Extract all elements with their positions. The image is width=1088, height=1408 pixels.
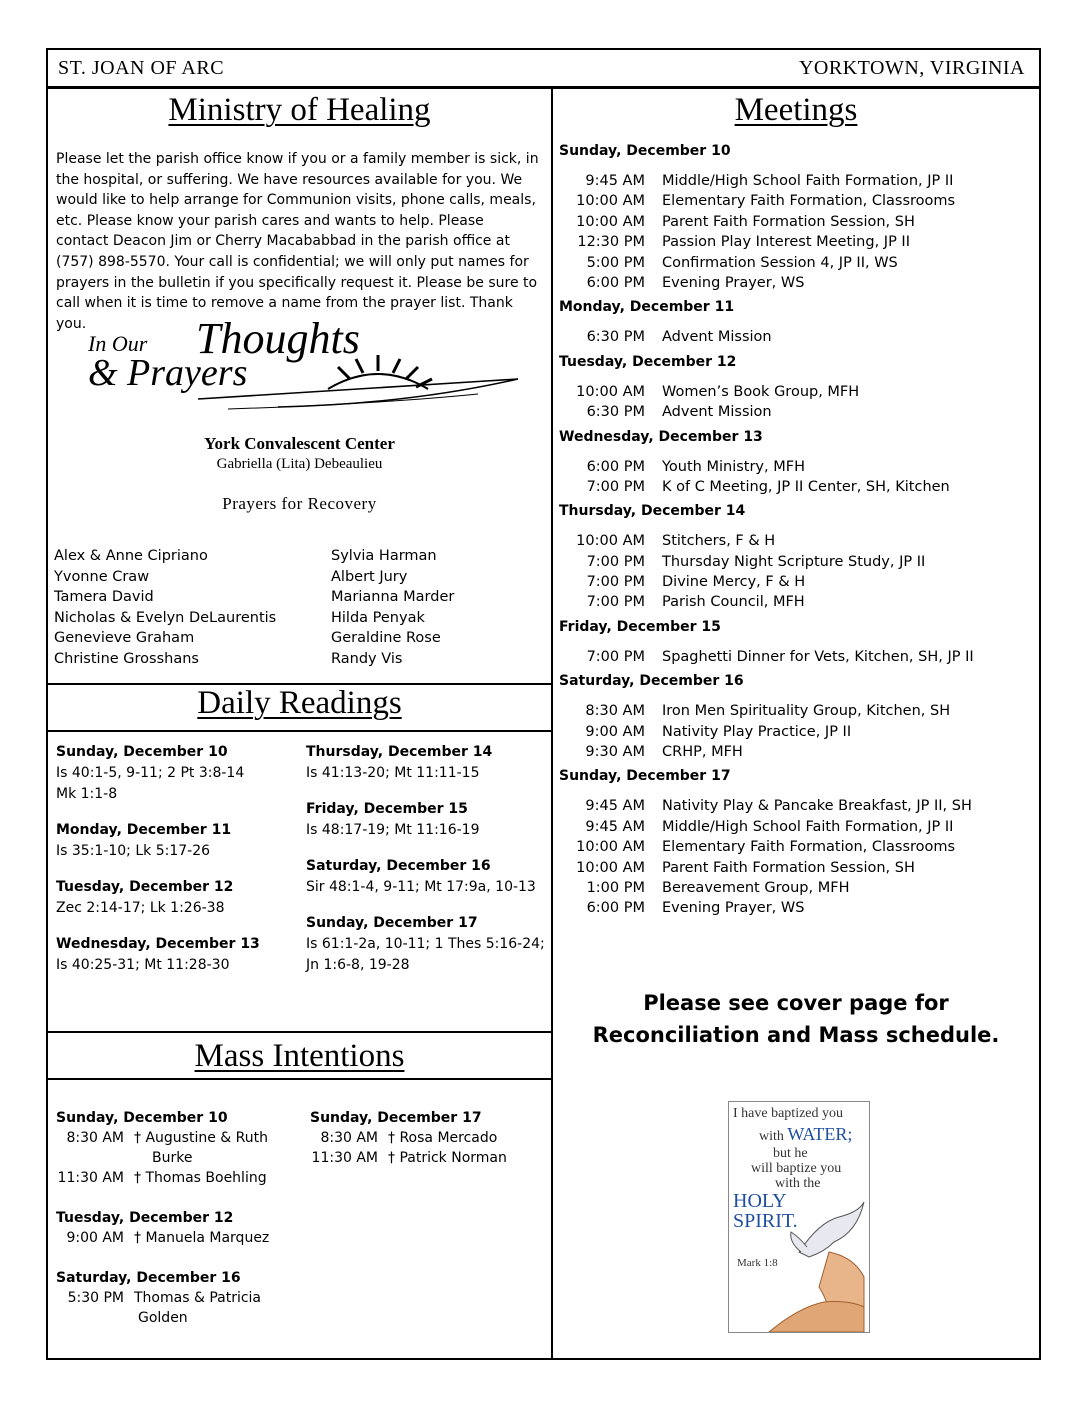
- recovery-name: Alex & Anne Cipriano: [54, 548, 208, 564]
- reading-citation: Mk 1:1-8: [56, 786, 118, 802]
- intention-row: [56, 1228, 306, 1248]
- healing-line: etc. Please know your parish cares and wants to help. Please: [56, 212, 484, 229]
- meeting-row: [559, 552, 1037, 572]
- meeting-time: 6:00 PM: [586, 900, 645, 917]
- readings-box: [46, 730, 553, 1033]
- meeting-row: [559, 171, 1037, 191]
- reading-citation: Is 41:13-20; Mt 11:11-15: [306, 765, 480, 781]
- meeting-row: [559, 878, 1037, 898]
- reading-citation: Is 40:1-5, 9-11; 2 Pt 3:8-14: [56, 765, 245, 781]
- intentions-box: [46, 1078, 553, 1360]
- meeting-time: 8:30 AM: [585, 703, 645, 720]
- intention-day-label: Saturday, December 16: [56, 1270, 241, 1286]
- reading-citation: Zec 2:14-17; Lk 1:26-38: [56, 900, 225, 916]
- reading-citation: Jn 1:6-8, 19-28: [306, 957, 410, 973]
- recovery-name: Genevieve Graham: [54, 630, 195, 647]
- meeting-time: 12:30 PM: [577, 234, 645, 251]
- card-ref: Mark 1:8: [737, 1257, 778, 1269]
- reading-day-group: [306, 856, 551, 898]
- reading-day-label: Tuesday, December 12: [56, 879, 234, 895]
- center-person: Gabriella (Lita) Debeaulieu: [216, 456, 383, 472]
- intention-day-group: [56, 1268, 306, 1328]
- intention-name-cont: Golden: [138, 1310, 188, 1326]
- recovery-name: Yvonne Craw: [54, 568, 150, 585]
- recovery-name: Albert Jury: [331, 568, 408, 585]
- card-line2b: WATER;: [787, 1124, 853, 1144]
- reading-day-label: Sunday, December 17: [306, 915, 478, 931]
- dove-hands-icon: [729, 1102, 869, 1332]
- healing-line: you.: [56, 315, 87, 332]
- meeting-time: 9:45 AM: [585, 818, 645, 835]
- meeting-time: 7:00 PM: [586, 648, 645, 665]
- reading-day-label: Thursday, December 14: [306, 744, 493, 760]
- reading-day-label: Friday, December 15: [306, 801, 468, 817]
- meeting-row: [559, 531, 1037, 551]
- intention-name: † Augustine & Ruth: [134, 1130, 268, 1146]
- meeting-description: Parent Faith Formation Session, SH: [662, 859, 915, 876]
- intention-time: 9:00 AM: [66, 1230, 124, 1246]
- parish-location: YORKTOWN, VIRGINIA: [798, 57, 1025, 79]
- meeting-day-group: [559, 427, 1037, 498]
- meeting-description: Advent Mission: [662, 404, 772, 421]
- intentions-column-left: [56, 1108, 306, 1348]
- logo-in-our: In Our: [88, 331, 148, 356]
- meeting-description: Stitchers, F & H: [662, 533, 776, 550]
- healing-section: [46, 87, 553, 685]
- meeting-row: [559, 457, 1037, 477]
- healing-line: call when it is time to remove a name from the prayer list. Thank: [56, 295, 513, 312]
- recovery-list-right: [331, 546, 454, 670]
- healing-line: (757) 898-5570. Your call is confidential; we will only put names for: [56, 253, 529, 270]
- meeting-time: 6:30 PM: [586, 329, 645, 346]
- recovery-name: Randy Vis: [331, 650, 403, 667]
- meeting-time: 6:00 PM: [586, 458, 645, 475]
- meeting-row: [559, 191, 1037, 211]
- meeting-description: Elementary Faith Formation, Classrooms: [662, 839, 956, 856]
- intention-row-cont: [56, 1308, 306, 1328]
- baptism-card: [728, 1101, 870, 1333]
- meeting-day-label: Tuesday, December 12: [559, 353, 737, 370]
- meeting-row: [559, 817, 1037, 837]
- meeting-description: Bereavement Group, MFH: [662, 879, 850, 896]
- meeting-row: [559, 898, 1037, 918]
- readings-column-right: [306, 742, 551, 991]
- healing-line: the hospital, or suffering. We have resources available for you. We: [56, 171, 523, 188]
- reading-citation: Is 35:1-10; Lk 5:17-26: [56, 843, 211, 859]
- meeting-time: 1:00 PM: [586, 879, 645, 896]
- reading-citation: Is 61:1-2a, 10-11; 1 Thes 5:16-24;: [306, 936, 545, 952]
- meeting-day-label: Sunday, December 10: [559, 143, 731, 159]
- intention-day-label: Sunday, December 10: [56, 1110, 228, 1126]
- meeting-day-group: [559, 617, 1037, 667]
- meeting-description: Thursday Night Scripture Study, JP II: [662, 553, 926, 570]
- intention-day-group: [56, 1208, 306, 1248]
- meeting-description: Nativity Play & Pancake Breakfast, JP II, SH: [662, 798, 972, 815]
- recovery-name: Tamera David: [54, 589, 154, 606]
- intention-time: 8:30 AM: [66, 1130, 124, 1146]
- meeting-day-group: [559, 671, 1037, 762]
- meeting-time: 6:00 PM: [586, 274, 645, 291]
- meeting-description: Passion Play Interest Meeting, JP II: [662, 234, 910, 251]
- reading-day-label: Monday, December 11: [56, 822, 232, 838]
- meeting-description: Youth Ministry, MFH: [662, 458, 805, 475]
- intention-row-cont: [56, 1148, 306, 1168]
- intentions-title: Mass Intentions: [194, 1038, 405, 1074]
- meeting-description: Iron Men Spirituality Group, Kitchen, SH: [662, 703, 951, 720]
- card-line2a: with: [759, 1129, 784, 1144]
- intention-name: † Patrick Norman: [388, 1150, 507, 1166]
- recovery-name: Marianna Marder: [331, 589, 455, 606]
- meetings-title: Meetings: [734, 92, 858, 128]
- meeting-row: [559, 858, 1037, 878]
- parish-name: ST. JOAN OF ARC: [58, 57, 225, 79]
- meeting-row: [559, 592, 1037, 612]
- reading-citation: Is 40:25-31; Mt 11:28-30: [56, 957, 230, 973]
- meeting-description: Women’s Book Group, MFH: [662, 383, 860, 400]
- card-line7: SPIRIT.: [733, 1210, 798, 1232]
- reading-day-group: [56, 877, 296, 919]
- card-line6: HOLY: [733, 1190, 787, 1212]
- intention-time: 11:30 AM: [57, 1170, 124, 1186]
- reading-day-label: Saturday, December 16: [306, 858, 491, 874]
- intention-row: [56, 1288, 306, 1308]
- meeting-row: [559, 722, 1037, 742]
- center-name: York Convalescent Center: [204, 434, 395, 453]
- card-line1: I have baptized you: [733, 1106, 844, 1121]
- meeting-row: [559, 232, 1037, 252]
- meeting-time: 5:00 PM: [586, 254, 645, 271]
- meeting-row: [559, 837, 1037, 857]
- intention-name: Thomas & Patricia: [134, 1290, 262, 1306]
- intention-row: [56, 1168, 306, 1188]
- meeting-description: Evening Prayer, WS: [662, 274, 805, 291]
- schedule-note-line2: Reconciliation and Mass schedule.: [592, 1023, 1000, 1047]
- meeting-description: Elementary Faith Formation, Classrooms: [662, 193, 956, 210]
- reading-day-group: [306, 913, 551, 976]
- meeting-row: [559, 212, 1037, 232]
- intention-day-group: [310, 1108, 550, 1168]
- meeting-time: 10:00 AM: [576, 383, 645, 400]
- meeting-time: 7:00 PM: [586, 478, 645, 495]
- intentions-column-right: [310, 1108, 550, 1188]
- meeting-row: [559, 253, 1037, 273]
- meeting-description: Middle/High School Faith Formation, JP II: [662, 818, 954, 835]
- meeting-time: 10:00 AM: [576, 193, 645, 210]
- thoughts-prayers-logo: [78, 314, 548, 424]
- reading-citation: Is 48:17-19; Mt 11:16-19: [306, 822, 480, 838]
- meeting-day-group: [559, 297, 1037, 347]
- meeting-time: 10:00 AM: [576, 533, 645, 550]
- meeting-row: [559, 273, 1037, 293]
- reading-day-label: Sunday, December 10: [56, 744, 228, 760]
- meeting-time: 9:45 AM: [585, 173, 645, 189]
- recovery-name: Geraldine Rose: [331, 630, 441, 647]
- meeting-day-label: Saturday, December 16: [559, 673, 744, 690]
- schedule-note-line1: Please see cover page for: [643, 991, 949, 1015]
- meeting-time: 9:45 AM: [585, 798, 645, 815]
- meeting-row: [559, 796, 1037, 816]
- intention-time: 8:30 AM: [320, 1130, 378, 1146]
- intention-day-group: [56, 1108, 306, 1188]
- readings-title: Daily Readings: [197, 685, 402, 721]
- intention-name-cont: Burke: [152, 1150, 193, 1166]
- recovery-name: Nicholas & Evelyn DeLaurentis: [54, 609, 277, 626]
- intentions-section: [46, 1033, 553, 1080]
- readings-column-left: [56, 742, 296, 991]
- healing-title: Ministry of Healing: [168, 92, 431, 128]
- bulletin-header: [46, 48, 1041, 88]
- card-line4: will baptize you: [751, 1161, 842, 1176]
- meeting-description: Spaghetti Dinner for Vets, Kitchen, SH, JP II: [662, 648, 974, 665]
- meeting-time: 10:00 AM: [576, 859, 645, 876]
- meeting-row: [559, 647, 1037, 667]
- meeting-time: 10:00 AM: [576, 213, 645, 230]
- meeting-row: [559, 327, 1037, 347]
- meeting-time: 7:00 PM: [586, 553, 645, 570]
- healing-line: would like to help arrange for Communion visits, phone calls, meals,: [56, 192, 536, 209]
- meeting-time: 6:30 PM: [586, 404, 645, 421]
- meeting-row: [559, 572, 1037, 592]
- meeting-description: Evening Prayer, WS: [662, 900, 805, 917]
- meeting-description: Confirmation Session 4, JP II, WS: [662, 254, 898, 271]
- meeting-day-label: Monday, December 11: [559, 299, 735, 316]
- meetings-section: [551, 87, 1041, 1360]
- meeting-day-label: Sunday, December 17: [559, 768, 731, 785]
- meeting-day-label: Thursday, December 14: [559, 503, 746, 520]
- intention-row: [310, 1128, 550, 1148]
- intention-time: 11:30 AM: [311, 1150, 378, 1166]
- intention-name: † Manuela Marquez: [134, 1230, 270, 1246]
- meeting-time: 9:00 AM: [585, 723, 645, 740]
- meeting-row: [559, 477, 1037, 497]
- intention-row: [310, 1148, 550, 1168]
- meeting-row: [559, 701, 1037, 721]
- meeting-time: 9:30 AM: [585, 744, 645, 761]
- intention-day-label: Sunday, December 17: [310, 1110, 482, 1126]
- card-line5: with the: [775, 1176, 821, 1191]
- meeting-time: 7:00 PM: [586, 574, 645, 591]
- card-line3: but he: [773, 1146, 808, 1161]
- meeting-day-group: [559, 766, 1037, 918]
- reading-day-group: [56, 742, 296, 805]
- meeting-description: Middle/High School Faith Formation, JP II: [662, 173, 954, 189]
- meeting-description: Parish Council, MFH: [662, 594, 805, 611]
- meeting-description: Parent Faith Formation Session, SH: [662, 213, 915, 230]
- meeting-description: CRHP, MFH: [662, 744, 743, 761]
- recovery-name: Hilda Penyak: [331, 609, 425, 626]
- meeting-time: 10:00 AM: [576, 839, 645, 856]
- recovery-title: Prayers for Recovery: [222, 494, 377, 513]
- reading-day-label: Wednesday, December 13: [56, 936, 260, 952]
- logo-prayers: & Prayers: [88, 352, 248, 394]
- reading-day-group: [306, 799, 551, 841]
- meeting-day-group: [559, 141, 1037, 293]
- meetings-list: [559, 141, 1037, 923]
- healing-line: prayers in the bulletin if you specifically request it. Please be sure to: [56, 274, 538, 291]
- reading-day-group: [306, 742, 551, 784]
- recovery-name: Sylvia Harman: [331, 548, 437, 564]
- meeting-description: Divine Mercy, F & H: [662, 574, 806, 591]
- reading-citation: Sir 48:1-4, 9-11; Mt 17:9a, 10-13: [306, 879, 536, 895]
- meeting-day-label: Wednesday, December 13: [559, 428, 763, 445]
- meeting-row: [559, 382, 1037, 402]
- meeting-day-label: Friday, December 15: [559, 618, 721, 635]
- meeting-row: [559, 402, 1037, 422]
- healing-line: Please let the parish office know if you or a family member is sick, in: [56, 151, 539, 167]
- intention-day-label: Tuesday, December 12: [56, 1210, 234, 1226]
- meeting-description: Advent Mission: [662, 329, 772, 346]
- logo-thoughts: Thoughts: [196, 314, 360, 363]
- meeting-description: K of C Meeting, JP II Center, SH, Kitchen: [662, 478, 950, 495]
- healing-line: contact Deacon Jim or Cherry Macababbad in the parish office at: [56, 233, 510, 250]
- recovery-list-left: [54, 546, 276, 670]
- meeting-time: 7:00 PM: [586, 594, 645, 611]
- reading-day-group: [56, 934, 296, 976]
- meeting-row: [559, 742, 1037, 762]
- recovery-name: Christine Grosshans: [54, 650, 199, 667]
- intention-time: 5:30 PM: [67, 1290, 124, 1306]
- intention-row: [56, 1128, 306, 1148]
- meeting-day-group: [559, 501, 1037, 613]
- meeting-day-group: [559, 352, 1037, 423]
- reading-day-group: [56, 820, 296, 862]
- healing-paragraph: [56, 149, 548, 334]
- intention-name: † Rosa Mercado: [388, 1130, 498, 1146]
- meeting-description: Nativity Play Practice, JP II: [662, 723, 852, 740]
- intention-name: † Thomas Boehling: [134, 1170, 267, 1186]
